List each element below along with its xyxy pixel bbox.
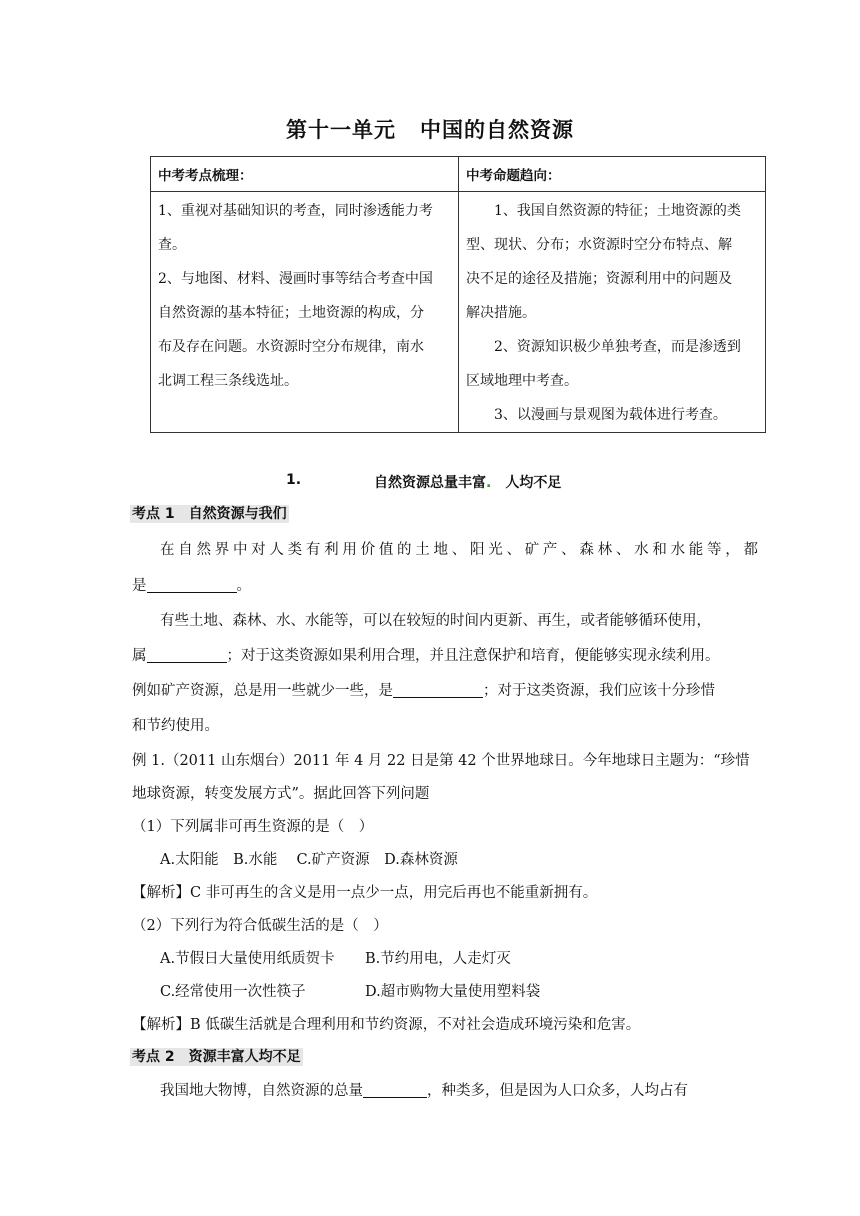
- p2-text-a: 属: [132, 648, 147, 664]
- p1-justify: [160, 538, 758, 559]
- right-line: 决不足的途径及措施；资源利用中的问题及: [466, 271, 732, 287]
- p1-char: 值: [378, 542, 394, 558]
- kd1-heading: 考点 1 自然资源与我们: [132, 506, 287, 522]
- p1-char: 、: [561, 542, 576, 558]
- title-unit: 第十一单元: [286, 118, 396, 142]
- right-line: 1、我国自然资源的特征；土地资源的类: [494, 203, 741, 219]
- p1-char: 在: [160, 542, 175, 558]
- left-header: 中考考点梳理：: [151, 157, 459, 192]
- p1-char: 水: [670, 542, 686, 558]
- page-title: [0, 114, 860, 144]
- right-line: 型、现状、分布；水资源时空分布特点、解: [466, 237, 732, 253]
- p3-text-a: 我国地大物博，自然资源的总量: [160, 1083, 363, 1099]
- section-number: 1.: [286, 472, 302, 488]
- right-header: 中考命题趋向：: [459, 157, 766, 192]
- p1-text-b: 。: [236, 578, 251, 594]
- p1-char: 利: [324, 542, 339, 558]
- right-line: 2、资源知识极少单独考查，而是渗透到: [494, 339, 741, 355]
- right-line: 解决措施。: [466, 305, 536, 321]
- left-line: 1、重视对基础知识的考查，同时渗透能力考: [158, 203, 433, 219]
- p2-text-b: ；对于这类资源如果利用合理，并且注意保护和培育，便能够实现永续利用。: [226, 648, 720, 664]
- right-line: 区域地理中考查。: [466, 373, 578, 389]
- question2-option-a: A.节假日大量使用纸质贺卡: [160, 951, 335, 967]
- left-line: 北调工程三条线选址。: [158, 373, 298, 389]
- p2-text-d: ；对于这类资源，我们应该十分珍惜: [483, 683, 715, 699]
- p1-char: 中: [232, 542, 248, 558]
- overview-table: [150, 156, 766, 433]
- question2-option-b: B.节约用电，人走灯灭: [365, 951, 511, 967]
- p1-text-a: 是: [132, 578, 147, 594]
- section-title: [374, 472, 561, 492]
- p1-char: 地: [433, 542, 449, 558]
- p1-char: 、: [615, 542, 631, 558]
- p1-char: 的: [397, 542, 412, 558]
- p1-char: ，: [725, 542, 740, 558]
- example1-line1: 例 1.（2011 山东烟台）2011 年 4 月 22 日是第 42 个世界地球日。今年地球日主题为：“珍惜: [132, 753, 750, 769]
- p1-char: 能: [688, 542, 704, 558]
- answer2: 【解析】B 低碳生活就是合理利用和节约资源，不对社会造成环境污染和危害。: [132, 1017, 641, 1033]
- p1-char: 、: [451, 542, 467, 558]
- p1-char: 类: [287, 542, 303, 558]
- fill-blank[interactable]: [363, 1081, 427, 1098]
- right-cell: [459, 192, 766, 433]
- left-cell: [151, 192, 459, 433]
- example1-line2: 地球资源，转变发展方式”。据此回答下列问题: [132, 786, 430, 802]
- p1-char: 产: [542, 542, 558, 558]
- section-title-b: 人均不足: [505, 475, 562, 491]
- question1: （1）下列属非可再生资源的是（ ）: [132, 819, 374, 835]
- left-line: 自然资源的基本特征；土地资源的构成，分: [158, 305, 424, 321]
- p1-char: 用: [342, 542, 357, 558]
- left-line: 2、与地图、材料、漫画时事等结合考查中国: [158, 271, 433, 287]
- p2-line4: 和节约使用。: [132, 718, 219, 734]
- p1-char: 有: [305, 542, 321, 558]
- p1-char: 森: [579, 542, 594, 558]
- p1-char: 都: [743, 542, 758, 558]
- section-heading: [286, 472, 301, 488]
- question2-option-d: D.超市购物大量使用塑料袋: [365, 984, 541, 1000]
- fill-blank[interactable]: [393, 681, 483, 698]
- question1-options: A.太阳能 B.水能 C.矿产资源 D.森林资源: [160, 852, 458, 868]
- p1-char: 水: [634, 542, 649, 558]
- p1-char: 对: [251, 542, 266, 558]
- p2-line2: [132, 644, 720, 665]
- p1-char: 等: [707, 542, 722, 558]
- right-line: 3、以漫画与景观图为载体进行考查。: [494, 407, 727, 423]
- p1-char: 然: [196, 542, 211, 558]
- p1-char: 价: [360, 542, 376, 558]
- answer1: 【解析】C 非可再生的含义是用一点少一点，用完后再也不能重新拥有。: [132, 885, 598, 901]
- question2-option-c: C.经常使用一次性筷子: [160, 984, 306, 1000]
- section-title-dot: .: [486, 475, 492, 491]
- p3-text-b: ，种类多，但是因为人口众多，人均占有: [427, 1083, 688, 1099]
- p2-text-c: 例如矿产资源，总是用一些就少一些，是: [132, 683, 393, 699]
- fill-blank[interactable]: [147, 646, 227, 663]
- kd2-heading: 考点 2 资源丰富人均不足: [132, 1049, 301, 1065]
- p1-char: 、: [506, 542, 521, 558]
- left-line: 布及存在问题。水资源时空分布规律，南水: [158, 339, 424, 355]
- fill-blank[interactable]: [147, 576, 237, 593]
- p1-char: 光: [488, 542, 503, 558]
- section-title-a: 自然资源总量丰富: [374, 475, 486, 491]
- p1-char: 界: [214, 542, 230, 558]
- question2: （2）下列行为符合低碳生活的是（ ）: [132, 918, 388, 934]
- p1-char: 阳: [469, 542, 485, 558]
- p1-char: 林: [597, 542, 613, 558]
- p1-char: 自: [178, 542, 193, 558]
- p1-line1: [160, 538, 758, 559]
- p3-line1: [160, 1079, 688, 1100]
- p1-line2: [132, 574, 251, 595]
- p1-char: 和: [652, 542, 667, 558]
- p2-line1: 有些土地、森林、水、水能等，可以在较短的时间内更新、再生，或者能够循环使用，: [160, 613, 711, 629]
- p1-char: 土: [415, 542, 430, 558]
- left-line: 查。: [158, 237, 186, 253]
- p2-line3: [132, 679, 715, 700]
- p1-char: 人: [269, 542, 284, 558]
- title-topic: 中国的自然资源: [420, 118, 574, 142]
- p1-char: 矿: [524, 542, 540, 558]
